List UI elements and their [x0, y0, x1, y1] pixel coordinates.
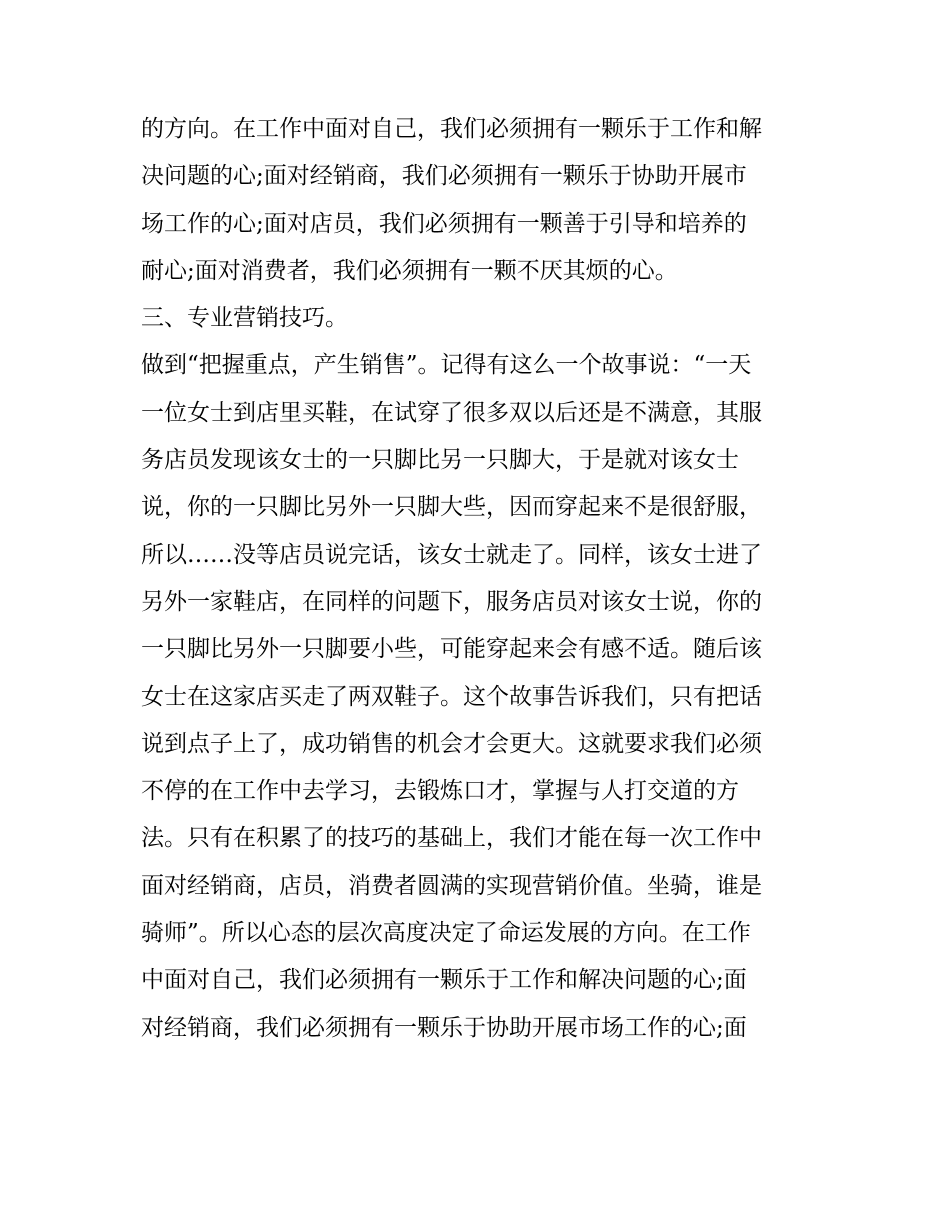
- text-line: 一位女士到店里买鞋，在试穿了很多双以后还是不满意，其服: [141, 399, 762, 426]
- text-line: 面对经销商，店员，消费者圆满的实现营销价值。坐骑，谁是: [141, 872, 762, 899]
- text-line: 的方向。在工作中面对自己，我们必须拥有一颗乐于工作和解: [141, 116, 762, 142]
- text-line: 决问题的心;面对经销商，我们必须拥有一颗乐于协助开展市: [141, 163, 747, 190]
- text-line: 不停的在工作中去学习，去锻炼口才，掌握与人打交道的方: [141, 778, 739, 805]
- text-line: 一只脚比另外一只脚要小些，可能穿起来会有感不适。随后该: [141, 636, 762, 663]
- text-line: 另外一家鞋店，在同样的问题下，服务店员对该女士说，你的: [141, 588, 762, 615]
- text-line: 场工作的心;面对店员，我们必须拥有一颗善于引导和培养的: [141, 210, 747, 237]
- text-line: 对经销商，我们必须拥有一颗乐于协助开展市场工作的心;面: [141, 1014, 747, 1041]
- text-line: 说，你的一只脚比另外一只脚大些，因而穿起来不是很舒服，: [141, 494, 762, 521]
- text-line: 中面对自己，我们必须拥有一颗乐于工作和解决问题的心;面: [141, 967, 747, 994]
- text-line: 说到点子上了，成功销售的机会才会更大。这就要求我们必须: [141, 730, 762, 757]
- text-line: 女士在这家店买走了两双鞋子。这个故事告诉我们，只有把话: [141, 683, 762, 710]
- text-line: 耐心;面对消费者，我们必须拥有一颗不厌其烦的心。: [141, 257, 678, 284]
- section-heading: 三、专业营销技巧。: [141, 305, 348, 332]
- body-text: [141, 106, 821, 1052]
- text-line: 所以……没等店员说完话，该女士就走了。同样，该女士进了: [141, 541, 762, 568]
- text-line: 务店员发现该女士的一只脚比另一只脚大，于是就对该女士: [141, 447, 739, 474]
- text-line: 骑师”。所以心态的层次高度决定了命运发展的方向。在工作: [141, 920, 751, 947]
- text-line: 法。只有在积累了的技巧的基础上，我们才能在每一次工作中: [141, 825, 762, 852]
- text-line: 做到“把握重点，产生销售”。记得有这么一个故事说：“一天: [141, 352, 752, 379]
